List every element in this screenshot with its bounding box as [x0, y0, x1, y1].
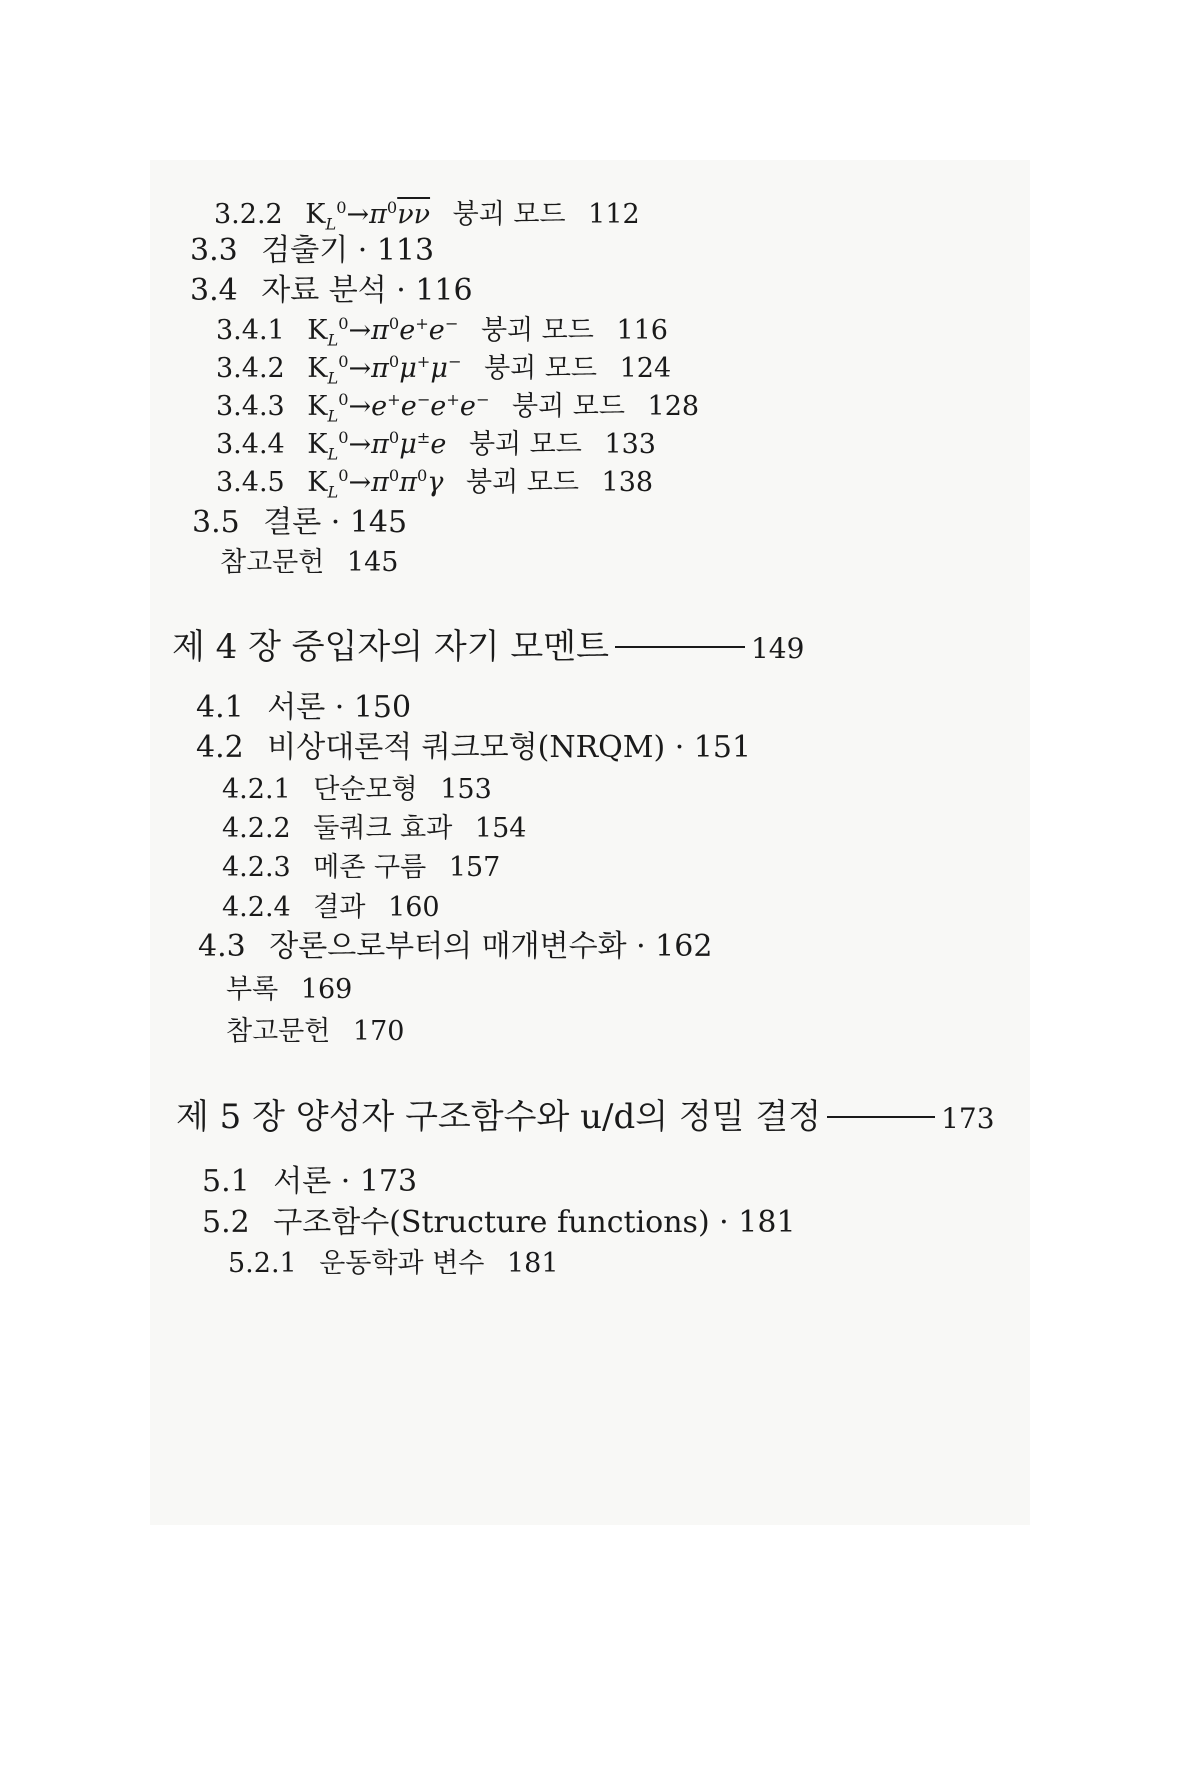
- section-title: 붕괴 모드: [484, 353, 598, 384]
- section-number: 5.2: [202, 1205, 250, 1240]
- page-number: 151: [693, 730, 752, 765]
- section-title: 붕괴 모드: [452, 199, 566, 230]
- page-number: 150: [353, 690, 412, 725]
- section-title: 둘쿼크 효과: [313, 813, 453, 844]
- section-title: 구조함수(Structure functions) ·: [273, 1205, 739, 1240]
- section-number: 5.2.1: [228, 1248, 297, 1279]
- section-number: 4.2: [196, 730, 244, 765]
- toc-entry-3-4-3[interactable]: [216, 392, 699, 425]
- page-number: 113: [376, 233, 435, 268]
- toc-entry-4-2-3[interactable]: [222, 854, 500, 881]
- section-number: 4.2.1: [222, 774, 291, 805]
- page-number: 181: [738, 1205, 796, 1240]
- section-number: 3.4.1: [216, 315, 285, 346]
- page-number: 138: [601, 467, 654, 498]
- formula: $K_L^0\to\pi^0\mu^\pm e$: [307, 428, 447, 464]
- section-title: 비상대론적 쿼크모형(NRQM) ·: [267, 730, 694, 765]
- section-number: 3.4: [190, 273, 238, 308]
- toc-entry-3-2-2[interactable]: [214, 200, 640, 233]
- toc-entry-3-4-1[interactable]: [216, 316, 668, 349]
- page-number: 154: [474, 813, 527, 844]
- page-number: 160: [388, 892, 440, 923]
- section-number: 3.4.3: [216, 391, 285, 422]
- section-title: 결과: [313, 892, 366, 923]
- section-number: 3.5: [192, 505, 240, 540]
- toc-entry-3-4[interactable]: [190, 273, 473, 308]
- leader-line: [615, 646, 745, 648]
- section-title: 참고문헌: [226, 1016, 331, 1047]
- formula: $K_L^0\to\pi^0\mu^+\mu^-$: [307, 352, 462, 388]
- toc-chapter-4[interactable]: [172, 627, 805, 667]
- toc-chapter-5[interactable]: [176, 1097, 995, 1137]
- page-number: 162: [655, 929, 713, 964]
- toc-entry-references-ch3[interactable]: [220, 549, 398, 576]
- section-title: 붕괴 모드: [466, 467, 579, 498]
- page-number: 116: [616, 315, 668, 346]
- toc-entry-references-ch4[interactable]: [226, 1018, 404, 1045]
- toc-entry-appendix-ch4[interactable]: [226, 976, 352, 1003]
- toc-entry-4-2-4[interactable]: [222, 894, 440, 921]
- chapter-title: 제 5 장 양성자 구조함수와 u/d의 정밀 결정: [176, 1097, 822, 1137]
- section-number: 4.2.4: [222, 892, 291, 923]
- toc-entry-5-2[interactable]: [202, 1205, 796, 1240]
- toc-entry-5-1[interactable]: [202, 1164, 418, 1199]
- section-title: 서론 ·: [267, 690, 354, 725]
- toc-entry-3-4-4[interactable]: [216, 430, 656, 463]
- page-number: 181: [506, 1248, 559, 1279]
- page-number: 149: [750, 632, 805, 665]
- toc-entry-5-2-1[interactable]: [228, 1250, 559, 1277]
- section-title: 검출기 ·: [261, 233, 377, 268]
- toc-entry-4-2-1[interactable]: [222, 776, 492, 803]
- page-number: 145: [349, 505, 408, 540]
- page-number: 124: [619, 353, 672, 384]
- toc-entry-4-2-2[interactable]: [222, 815, 526, 842]
- section-title: 참고문헌: [220, 547, 325, 578]
- section-title: 서론 ·: [273, 1164, 360, 1199]
- section-number: 3.4.5: [216, 467, 285, 498]
- toc-entry-3-3[interactable]: [190, 233, 435, 268]
- section-title: 자료 분석 ·: [261, 273, 416, 308]
- toc-entry-4-2[interactable]: [196, 730, 752, 765]
- page-number: 170: [352, 1016, 405, 1047]
- section-number: 4.1: [196, 690, 244, 725]
- page-number: 153: [440, 774, 492, 805]
- formula: $K_L^0\to\pi^0\pi^0\gamma$: [307, 466, 444, 502]
- page-number: 169: [300, 974, 353, 1005]
- section-number: 4.2.3: [222, 852, 291, 883]
- leader-line: [827, 1116, 935, 1118]
- section-number: 3.2.2: [214, 199, 283, 230]
- page-number: 128: [647, 391, 700, 422]
- section-title: 결론 ·: [263, 505, 350, 540]
- toc-entry-4-3[interactable]: [198, 929, 713, 964]
- section-title: 장론으로부터의 매개변수화 ·: [269, 929, 656, 964]
- toc-entry-4-1[interactable]: [196, 690, 412, 725]
- section-title: 붕괴 모드: [468, 429, 582, 460]
- page-number: 112: [588, 199, 640, 230]
- section-number: 3.3: [190, 233, 238, 268]
- section-title: 운동학과 변수: [319, 1248, 485, 1279]
- page-number: 173: [359, 1164, 418, 1199]
- section-title: 붕괴 모드: [512, 391, 625, 422]
- section-title: 단순모형: [313, 774, 418, 805]
- chapter-title: 제 4 장 중입자의 자기 모멘트: [172, 627, 609, 667]
- page-number: 116: [415, 273, 473, 308]
- formula: $K_L^0\to e^+e^-e^+e^-$: [307, 390, 490, 426]
- toc-entry-3-4-5[interactable]: [216, 468, 653, 501]
- formula: $K_L^0\to\pi^0\overline{\nu\nu}$: [305, 198, 431, 234]
- page-number: 157: [448, 852, 501, 883]
- section-number: 5.1: [202, 1164, 250, 1199]
- toc-entry-3-5[interactable]: [192, 505, 408, 540]
- toc-entry-3-4-2[interactable]: [216, 354, 671, 387]
- section-title: 부록: [226, 974, 279, 1005]
- page-number: 133: [604, 429, 656, 460]
- section-number: 3.4.4: [216, 429, 285, 460]
- section-number: 4.2.2: [222, 813, 291, 844]
- section-title: 붕괴 모드: [480, 315, 594, 346]
- page-number: 145: [346, 547, 399, 578]
- page-number: 173: [941, 1102, 995, 1135]
- section-title: 메존 구름: [313, 852, 427, 883]
- section-number: 3.4.2: [216, 353, 285, 384]
- section-number: 4.3: [198, 929, 246, 964]
- formula: $K_L^0\to\pi^0e^+e^-$: [307, 314, 459, 350]
